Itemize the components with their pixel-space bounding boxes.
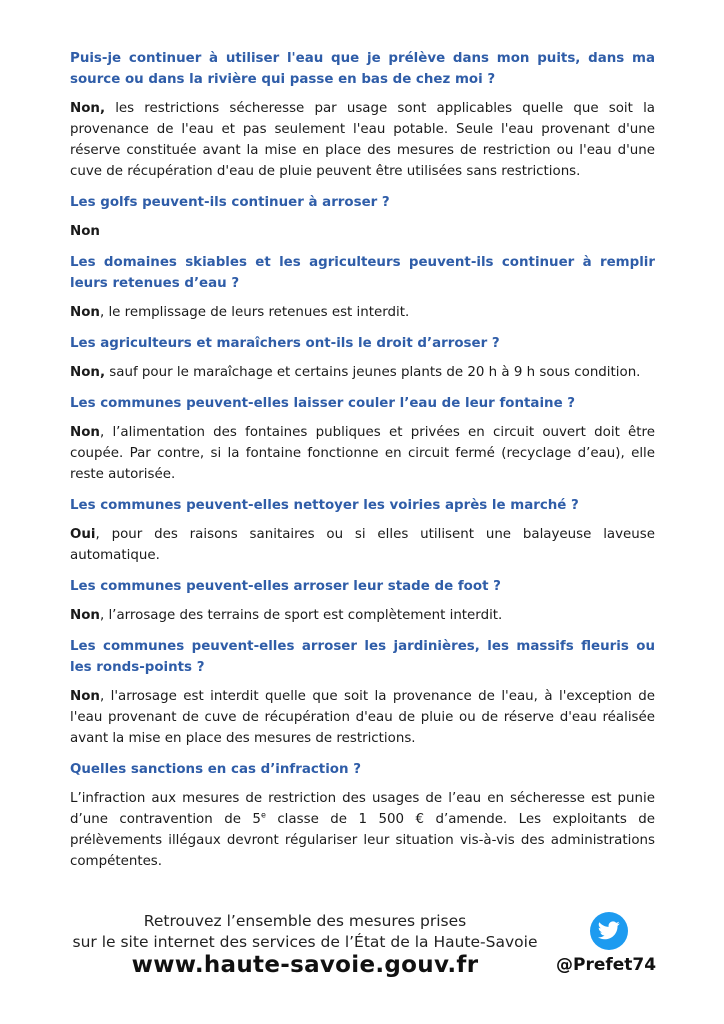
answer-lead: Non (70, 689, 100, 704)
faq-document (70, 48, 655, 882)
answer-lead: Non (70, 305, 100, 320)
answer-lead: Oui (70, 527, 96, 542)
twitter-bird-icon[interactable] (590, 912, 628, 950)
faq-answer (70, 302, 655, 323)
faq-answer (70, 788, 655, 872)
footer (0, 910, 724, 990)
faq-question: Puis-je continuer à utiliser l'eau que je prélève dans mon puits, dans ma source ou dans la rivière qui passe en bas de chez moi ? (70, 51, 655, 87)
answer-text: , pour des raisons sanitaires ou si elles utilisent une balayeuse laveuse automatique. (70, 527, 655, 563)
faq-item (70, 48, 655, 182)
faq-answer (70, 686, 655, 749)
footer-line-2: sur le site internet des services de l’État de la Haute-Savoie (72, 933, 538, 951)
answer-lead: Non (70, 608, 100, 623)
faq-item (70, 576, 655, 626)
answer-text: classe de 1 500 € d’amende. Les exploitants de prélèvements illégaux devront régulariser leur situation vis-à-vis des administrations compétentes. (70, 812, 655, 869)
faq-question: Les agriculteurs et maraîchers ont-ils le droit d’arroser ? (70, 336, 500, 351)
answer-text: L’infraction aux mesures de restriction des usages de l’eau en sécheresse est punie d’une contravention de 5 (70, 791, 655, 827)
faq-item (70, 636, 655, 749)
faq-item (70, 252, 655, 323)
faq-answer (70, 605, 655, 626)
answer-lead: Non (70, 224, 100, 239)
faq-question: Les communes peuvent-elles laisser couler l’eau de leur fontaine ? (70, 396, 576, 411)
faq-question: Quelles sanctions en cas d’infraction ? (70, 762, 361, 777)
faq-question: Les communes peuvent-elles arroser les jardinières, les massifs fleuris ou les ronds-points ? (70, 639, 655, 675)
faq-answer (70, 98, 655, 182)
faq-question: Les communes peuvent-elles nettoyer les voiries après le marché ? (70, 498, 579, 513)
answer-lead: Non (70, 425, 100, 440)
faq-answer (70, 524, 655, 566)
faq-question: Les golfs peuvent-ils continuer à arroser ? (70, 195, 390, 210)
answer-text: , le remplissage de leurs retenues est interdit. (99, 305, 410, 320)
faq-answer (70, 362, 655, 383)
answer-text: sauf pour le maraîchage et certains jeunes plants de 20 h à 9 h sous condition. (105, 365, 641, 380)
answer-text: les restrictions sécheresse par usage sont applicables quelle que soit la provenance de l'eau et pas seulement l'eau potable. Seule l'eau provenant d'une réserve constituée avant la mise en place des mesures de restriction ou l'eau d'une cuve de récupération d'eau de pluie peuvent être utilisées sans restrictions. (70, 101, 655, 179)
faq-item (70, 192, 655, 242)
faq-item (70, 333, 655, 383)
ordinal-superscript: e (260, 810, 266, 820)
faq-item-sanctions (70, 759, 655, 872)
answer-text: , l’alimentation des fontaines publiques et privées en circuit ouvert doit être coupée. Par contre, si la fontaine fonctionne en circuit fermé (recyclage d’eau), elle reste autorisée. (70, 425, 655, 482)
website-link[interactable]: www.haute-savoie.gouv.fr (131, 952, 479, 978)
twitter-handle[interactable]: @Prefet74 (556, 955, 657, 975)
answer-text: , l’arrosage des terrains de sport est complètement interdit. (99, 608, 503, 623)
faq-answer (70, 422, 655, 485)
faq-answer (70, 221, 655, 242)
faq-question: Les communes peuvent-elles arroser leur stade de foot ? (70, 579, 501, 594)
faq-question: Les domaines skiables et les agriculteurs peuvent-ils continuer à remplir leurs retenues d’eau ? (70, 255, 655, 291)
answer-lead: Non, (70, 101, 106, 116)
faq-item (70, 393, 655, 485)
answer-lead: Non, (70, 365, 106, 380)
footer-line-1: Retrouvez l’ensemble des mesures prises (143, 912, 467, 930)
faq-item (70, 495, 655, 566)
answer-text: , l'arrosage est interdit quelle que soit la provenance de l'eau, à l'exception de l'eau provenant de cuve de récupération d'eau de pluie ou de réserve d'eau réalisée avant la mise en place des mesures de restrictions. (70, 689, 655, 746)
